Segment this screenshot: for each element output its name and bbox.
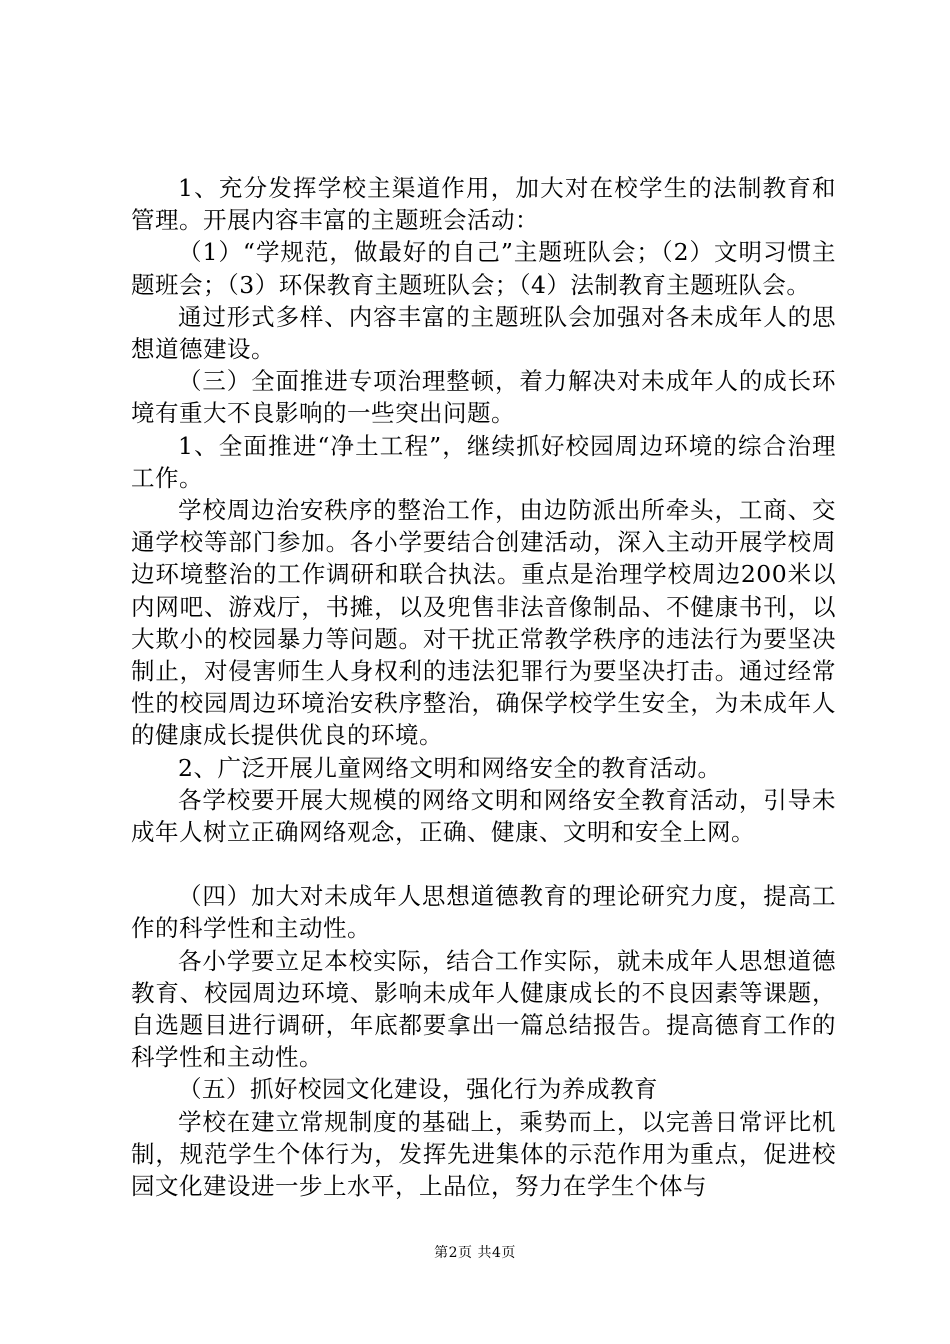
section-heading: （四）加大对未成年人思想道德教育的理论研究力度，提高工作的科学性和主动性。	[131, 882, 836, 943]
section-heading: （五）抓好校园文化建设，强化行为养成教育	[178, 1075, 658, 1104]
paragraph: 各学校要开展大规模的网络文明和网络安全教育活动，引导未成年人树立正确网络观念，正确、健康、文明和安全上网。	[131, 785, 836, 847]
paragraph: （三）全面推进专项治理整顿，着力解决对未成年人的成长环境有重大不良影响的一些突出问题。	[131, 367, 836, 428]
paragraph: 各小学要立足本校实际，结合工作实际，就未成年人思想道德教育、校园周边环境、影响未成年人健康成长的不良因素等课题，自选题目进行调研，年底都要拿出一篇总结报告。提高德育工作的科学性和主动性。	[131, 946, 836, 1072]
page-footer: 第2页 共4页	[434, 1245, 516, 1261]
paragraph: 学校在建立常规制度的基础上，乘势而上，以完善日常评比机制，规范学生个体行为，发挥先进集体的示范作用为重点，促进校园文化建设进一步上水平，上品位，努力在学生个体与	[131, 1107, 836, 1201]
paragraph: 1、充分发挥学校主渠道作用，加大对在校学生的法制教育和管理。开展内容丰富的主题班会活动：	[131, 174, 836, 235]
paragraph: 通过形式多样、内容丰富的主题班队会加强对各未成年人的思想道德建设。	[131, 302, 836, 364]
paragraph: 1、全面推进“净土工程”，继续抓好校园周边环境的综合治理工作。	[131, 431, 836, 492]
paragraph: 学校周边治安秩序的整治工作，由边防派出所牵头，工商、交通学校等部门参加。各小学要结合创建活动，深入主动开展学校周边环境整治的工作调研和联合执法。重点是治理学校周边200米以内网吧、游戏厅，书摊，以及兜售非法音像制品、不健康书刊，以大欺小的校园暴力等问题。对干扰正常教学秩序的违法行为要坚决制止，对侵害师生人身权利的违法犯罪行为要坚决打击。通过经常性的校园周边环境治安秩序整治，确保学校学生安全，为未成年人的健康成长提供优良的环境。	[131, 496, 836, 750]
paragraph: 2、广泛开展儿童网络文明和网络安全的教育活动。	[178, 753, 722, 782]
document-body	[131, 172, 836, 1202]
paragraph: （1）“学规范，做最好的自己”主题班队会；（2）文明习惯主题班会；（3）环保教育主题班队会；（4）法制教育主题班队会。	[131, 238, 836, 299]
paragraph-spacer	[131, 848, 836, 880]
